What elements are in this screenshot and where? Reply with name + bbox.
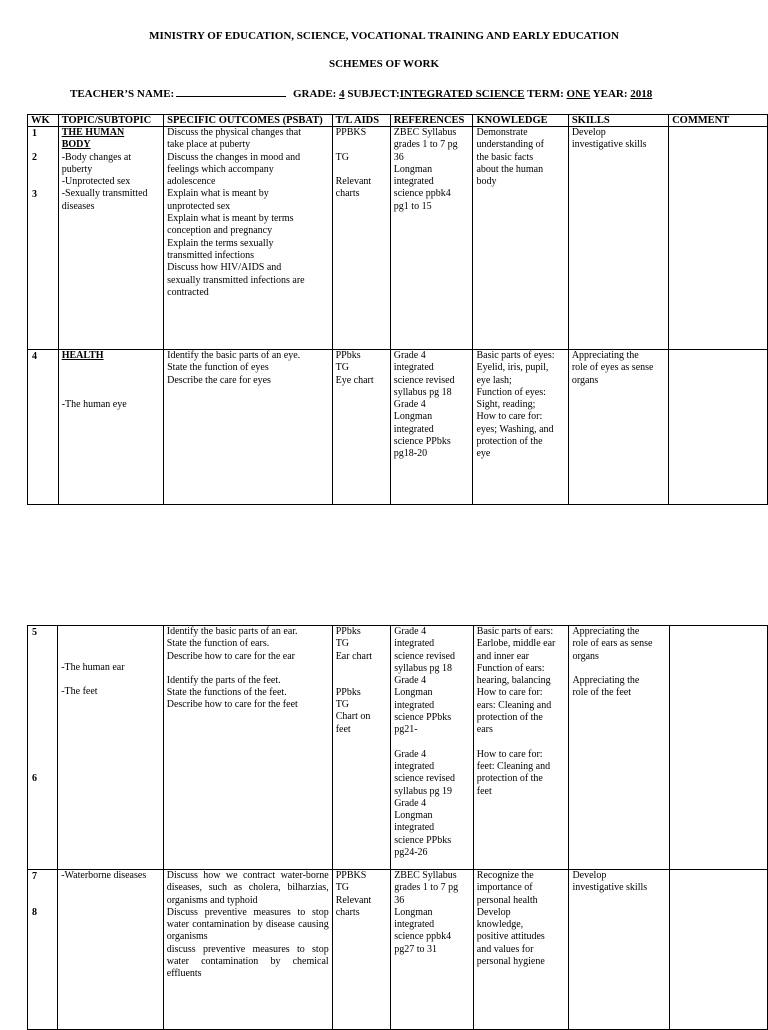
outcome-item: Discuss how we contract water-borne diseases, such as cholera, bilharzias, organisms and typhoid — [166, 870, 329, 906]
text-line: conception and pregnancy — [167, 225, 273, 237]
topic-cell — [58, 870, 164, 1030]
text-line: knowledge, — [476, 919, 524, 931]
text-line: integrated — [394, 699, 435, 711]
aids-cell — [332, 127, 390, 350]
text-line: State the functions of the feet. — [166, 687, 287, 699]
text-line: feet — [335, 723, 351, 735]
text-line: protection of the — [476, 712, 543, 724]
text-line: investigative skills — [572, 882, 648, 894]
text-line — [336, 139, 387, 151]
topic-cell — [58, 626, 164, 870]
knowledge-cell — [473, 626, 569, 870]
text-line: Longman — [393, 163, 433, 175]
week-number: 6 — [32, 773, 37, 784]
text-line: PPBKS — [335, 870, 367, 881]
knowledge-cell — [473, 350, 568, 505]
text-line: contracted — [167, 286, 209, 298]
col-header-skills: SKILLS — [568, 115, 668, 127]
knowledge-cell — [473, 127, 568, 350]
text-line: integrated — [394, 919, 435, 931]
text-line: and values for — [476, 943, 534, 955]
text-line: Function of ears: — [476, 662, 545, 674]
text-line: THE HUMAN — [61, 127, 125, 138]
col-header-knowledge: KNOWLEDGE — [473, 115, 568, 127]
text-line: science ppbk4 — [394, 931, 452, 943]
text-line: role of the feet — [572, 687, 632, 699]
text-line: integrated — [394, 638, 435, 650]
week-cell — [28, 870, 58, 1030]
text-line: How to care for: — [476, 411, 543, 423]
text-line: eyes; Washing, and — [476, 423, 554, 435]
subtopic-feet: -The feet — [61, 686, 98, 698]
text-line: integrated — [394, 822, 435, 834]
grade-label: GRADE: — [292, 88, 337, 100]
outcomes-cell — [163, 626, 332, 870]
text-line: organs — [572, 650, 599, 662]
text-line: pg21- — [394, 724, 418, 736]
text-line: investigative skills — [571, 139, 647, 151]
text-line: Sight, reading; — [476, 399, 536, 411]
topic-cell — [58, 127, 163, 350]
outcomes-cell — [164, 127, 333, 350]
text-line: science ppbk4 — [393, 188, 451, 200]
text-line: ears: Cleaning and — [476, 699, 552, 711]
text-line: Explain what is meant by terms — [167, 213, 294, 225]
subtopic-list — [62, 152, 160, 213]
subtopic-list — [62, 399, 160, 411]
aids-ear — [336, 626, 387, 663]
text-line: How to care for: — [476, 687, 543, 699]
year-label: YEAR: — [592, 88, 628, 100]
aids-feet — [336, 687, 387, 736]
table-row — [28, 626, 768, 870]
col-header-wk: WK — [28, 115, 59, 127]
week-number: 7 — [32, 871, 37, 882]
text-line: science PPbks — [393, 436, 451, 448]
text-line: organs — [571, 374, 599, 386]
text-line: TG — [335, 151, 349, 163]
aids-cell — [332, 350, 390, 505]
text-line: Identify the parts of the feet. — [166, 674, 281, 686]
text-line: protection of the — [476, 773, 543, 785]
text-line: protection of the — [476, 436, 543, 448]
text-line: Appreciating the — [572, 626, 640, 637]
text-line: Eyelid, iris, pupil, — [476, 362, 549, 374]
week-cell — [28, 127, 59, 350]
text-line: hearing, balancing — [476, 675, 551, 687]
skills-cell — [569, 870, 670, 1030]
grade-value: 4 — [339, 88, 345, 100]
outcomes-feet — [167, 675, 329, 712]
text-line: importance of — [476, 882, 533, 894]
week-cell — [28, 626, 58, 870]
col-header-comment: COMMENT — [669, 115, 768, 127]
teacher-name-blank — [176, 86, 286, 97]
text-line: Ear chart — [335, 650, 373, 662]
skills-cell — [568, 350, 668, 505]
aids-cell — [332, 626, 390, 870]
text-line: Appreciating the — [571, 350, 639, 361]
week-number: 3 — [32, 189, 37, 200]
text-line: grades 1 to 7 pg — [393, 139, 458, 151]
topic-title — [62, 127, 160, 152]
text-line: Develop — [571, 127, 606, 138]
text-line: syllabus pg 18 — [393, 386, 452, 398]
text-line: Longman — [394, 687, 433, 699]
text-line: PPBKS — [335, 127, 367, 138]
comment-cell — [669, 127, 768, 350]
text-line: sexually transmitted infections are — [167, 274, 305, 286]
term-value: ONE — [566, 88, 591, 100]
text-line: feet: Cleaning and — [476, 760, 551, 772]
text-line: Identify the basic parts of an eye. — [167, 350, 301, 361]
text-line: Identify the basic parts of an ear. — [166, 626, 298, 637]
text-line: integrated — [394, 760, 435, 772]
text-line: about the human — [476, 163, 544, 175]
text-line: Demonstrate — [476, 127, 528, 138]
text-line: positive attitudes — [476, 931, 545, 943]
week-number: 1 — [32, 128, 37, 139]
references-cell — [391, 626, 474, 870]
references-ear — [394, 626, 470, 737]
scheme-table-bottom — [27, 625, 768, 1030]
text-line: -Unprotected sex — [61, 176, 131, 188]
skills-feet — [572, 675, 666, 700]
comment-cell — [669, 870, 767, 1030]
text-line: grades 1 to 7 pg — [394, 882, 459, 894]
text-line: transmitted infections — [167, 249, 255, 261]
text-line: TG — [335, 699, 350, 711]
text-line: Basic parts of eyes: — [476, 350, 555, 361]
text-line: science revised — [393, 374, 455, 386]
text-line: Longman — [393, 411, 433, 423]
table-row — [28, 127, 768, 350]
text-line: Chart on — [335, 711, 371, 723]
text-line: 36 — [394, 894, 405, 906]
text-line: unprotected sex — [167, 200, 231, 212]
skills-ear — [572, 626, 666, 663]
week-number: 2 — [32, 152, 37, 163]
text-line: TG — [335, 882, 350, 894]
text-line — [336, 164, 387, 176]
text-line: ZBEC Syllabus — [394, 870, 457, 881]
text-line: feet — [476, 785, 492, 797]
text-line: Grade 4 — [394, 675, 427, 687]
skills-cell — [569, 626, 670, 870]
text-line: Function of eyes: — [476, 386, 546, 398]
document-title: SCHEMES OF WORK — [328, 58, 440, 70]
col-header-aids: T/L AIDS — [332, 115, 390, 127]
text-line: PPbks — [335, 686, 361, 698]
teacher-label: TEACHER’S NAME: — [70, 88, 175, 100]
text-line: -Waterborne diseases — [61, 870, 147, 881]
text-line: take place at puberty — [167, 139, 251, 151]
text-line: Earlobe, middle ear — [476, 638, 556, 650]
text-line: eye lash; — [476, 374, 512, 386]
outcomes-cell — [163, 870, 332, 1030]
col-header-outcomes: SPECIFIC OUTCOMES (PSBAT) — [164, 115, 333, 127]
ministry-heading: MINISTRY OF EDUCATION, SCIENCE, VOCATIONAL TRAINING AND EARLY EDUCATION — [149, 30, 619, 42]
text-line: ZBEC Syllabus — [393, 127, 457, 138]
text-line: Grade 4 — [394, 748, 427, 760]
text-line: science PPbks — [394, 834, 452, 846]
text-line: pg18-20 — [393, 448, 428, 460]
text-line: role of ears as sense — [572, 638, 653, 650]
text-line: understanding of — [476, 139, 544, 151]
outcome-item: discuss preventive measures to stop water contamination by chemical effluents — [166, 943, 329, 980]
text-line: feelings which accompany — [167, 163, 274, 175]
text-line: syllabus pg 18 — [394, 662, 452, 674]
text-line: science PPbks — [394, 712, 452, 724]
text-line: Relevant — [335, 894, 372, 906]
text-line: diseases — [61, 200, 95, 212]
text-line: How to care for: — [476, 748, 543, 760]
text-line: Longman — [394, 906, 433, 918]
text-line: charts — [335, 906, 360, 918]
aids-cell — [332, 870, 390, 1030]
text-line: Describe how to care for the ear — [166, 650, 296, 662]
references-cell — [390, 127, 473, 350]
text-line: integrated — [393, 423, 434, 435]
text-line: Grade 4 — [393, 350, 426, 361]
subject-label: SUBJECT: — [347, 88, 400, 100]
subtopic-ear: -The human ear — [61, 662, 125, 673]
text-line: science revised — [394, 773, 455, 785]
comment-cell — [669, 350, 768, 505]
text-line: ears — [476, 724, 493, 736]
text-line: Eye chart — [335, 374, 374, 386]
text-line: adolescence — [167, 176, 216, 188]
text-line: Recognize the — [476, 870, 534, 881]
outcomes-ear — [167, 626, 329, 663]
table-header-row — [28, 115, 768, 127]
text-line: integrated — [393, 362, 434, 374]
references-cell — [390, 350, 473, 505]
text-line: Explain what is meant by — [167, 188, 269, 200]
knowledge-ear — [477, 626, 566, 737]
references-cell — [391, 870, 474, 1030]
outcome-item: Discuss preventive measures to stop water contamination by disease causing organisms — [166, 906, 329, 943]
text-line: syllabus pg 19 — [394, 785, 452, 797]
comment-cell — [669, 626, 767, 870]
text-line: Basic parts of ears: — [476, 626, 554, 637]
topic-cell — [58, 350, 163, 505]
text-line: TG — [335, 638, 350, 650]
text-line: science revised — [394, 650, 455, 662]
text-line: State the function of ears. — [166, 638, 270, 650]
text-line: Describe the care for eyes — [167, 374, 271, 386]
text-line: Relevant — [335, 176, 372, 188]
text-line: 36 — [393, 151, 404, 163]
text-line: the basic facts — [476, 151, 534, 163]
text-line: pg27 to 31 — [394, 943, 437, 955]
week-number: 5 — [32, 627, 37, 638]
text-line: -The human eye — [61, 399, 127, 411]
text-line: Discuss how HIV/AIDS and — [167, 262, 282, 274]
text-line: Longman — [394, 810, 433, 822]
text-line: Appreciating the — [572, 674, 640, 686]
text-line: and inner ear — [476, 650, 529, 662]
skills-cell — [568, 127, 668, 350]
col-header-topic: TOPIC/SUBTOPIC — [58, 115, 163, 127]
text-line: Grade 4 — [394, 797, 427, 809]
text-line: -Body changes at — [61, 151, 132, 163]
week-cell — [28, 350, 59, 505]
week-number: 4 — [32, 351, 37, 362]
text-line: Discuss the physical changes that — [167, 127, 301, 138]
text-line: PPbks — [335, 350, 361, 361]
text-line: Develop — [572, 870, 607, 881]
text-line: Grade 4 — [393, 399, 426, 411]
week-number: 8 — [32, 907, 37, 918]
term-label: TERM: — [527, 88, 564, 100]
text-line: Discuss the changes in mood and — [167, 151, 301, 163]
text-line: Develop — [476, 906, 511, 918]
text-line: pg24-26 — [394, 847, 428, 859]
text-line: HEALTH — [61, 350, 104, 361]
outcomes-cell — [164, 350, 333, 505]
text-line: eye — [476, 448, 491, 460]
knowledge-feet — [477, 749, 566, 798]
text-line: Grade 4 — [394, 626, 427, 637]
table-row — [28, 870, 768, 1030]
text-line: Describe how to care for the feet — [166, 699, 298, 711]
topic-title — [62, 350, 160, 362]
text-line: personal health — [476, 894, 538, 906]
col-header-references: REFERENCES — [390, 115, 473, 127]
year-value: 2018 — [630, 88, 653, 100]
text-line: BODY — [61, 139, 91, 151]
teacher-info-line — [70, 86, 652, 100]
references-feet — [394, 749, 470, 860]
text-line: -Sexually transmitted — [61, 188, 148, 200]
text-line: body — [476, 176, 497, 188]
table-row — [28, 350, 768, 505]
text-line: role of eyes as sense — [571, 362, 654, 374]
text-line: TG — [335, 362, 349, 374]
text-line: Explain the terms sexually — [167, 237, 274, 249]
text-line: pg1 to 15 — [393, 200, 432, 212]
scheme-table-top — [27, 114, 768, 505]
subject-value: INTEGRATED SCIENCE — [399, 88, 525, 100]
knowledge-cell — [473, 870, 569, 1030]
text-line: charts — [335, 188, 360, 200]
text-line: puberty — [61, 163, 93, 175]
text-line: State the function of eyes — [167, 362, 269, 374]
text-line: PPbks — [335, 626, 361, 637]
text-line: personal hygiene — [476, 956, 545, 968]
text-line: integrated — [393, 176, 434, 188]
